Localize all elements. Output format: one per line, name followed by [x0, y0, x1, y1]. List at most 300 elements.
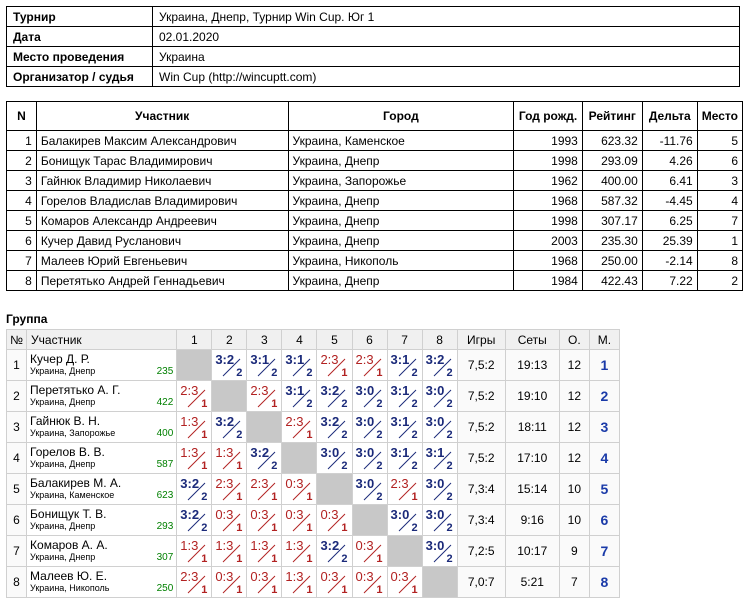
player-rating: 235: [156, 366, 174, 377]
match-points: 1: [201, 553, 208, 565]
match-score: 3:1: [425, 445, 445, 460]
match-cell: [282, 567, 317, 598]
cell-name: Перетятько Андрей Геннадьевич: [36, 271, 288, 291]
group-place: 5: [589, 474, 619, 505]
match-points: 2: [376, 429, 383, 441]
match-points: 2: [306, 367, 313, 379]
match-score: 1:3: [180, 445, 199, 460]
match-cell: [352, 443, 387, 474]
info-value: Украина: [153, 47, 740, 67]
cell-year: 1998: [514, 211, 583, 231]
match-points: 1: [271, 522, 278, 534]
match-cell: [317, 443, 352, 474]
group-row-number: 3: [7, 412, 27, 443]
match-score: 3:2: [180, 507, 200, 522]
match-points: 2: [411, 398, 418, 410]
group-sets: 19:10: [505, 381, 559, 412]
cell-n: 2: [7, 151, 37, 171]
group-row-number: 2: [7, 381, 27, 412]
match-cell: [212, 567, 247, 598]
match-score: 1:3: [215, 538, 234, 553]
cell-delta: 4.26: [642, 151, 697, 171]
group-place: 2: [589, 381, 619, 412]
player-cell: [27, 536, 177, 567]
cell-delta: -2.14: [642, 251, 697, 271]
participants-table: [6, 101, 743, 291]
cell-delta: 25.39: [642, 231, 697, 251]
participants-header-row: [7, 102, 743, 131]
match-points: 1: [236, 553, 243, 565]
cell-name: Бонищук Тарас Владимирович: [36, 151, 288, 171]
info-key: Место проведения: [7, 47, 153, 67]
group-sets: 15:14: [505, 474, 559, 505]
match-score: 3:1: [390, 414, 410, 429]
match-score: 0:3: [250, 569, 269, 584]
match-score: 0:3: [320, 569, 339, 584]
cell-delta: -4.45: [642, 191, 697, 211]
col-header-rating: Рейтинг: [582, 102, 642, 131]
group-games: 7,5:2: [457, 381, 505, 412]
player-name: Горелов В. В.: [30, 445, 105, 459]
diagonal-cell: [212, 381, 247, 412]
match-score: 3:0: [355, 445, 375, 460]
match-cell: [422, 412, 457, 443]
table-row: [7, 231, 743, 251]
player-cell: [27, 474, 177, 505]
player-cell: [27, 381, 177, 412]
match-score: 2:3: [355, 352, 374, 367]
diagonal-cell: [247, 412, 282, 443]
match-score: 2:3: [180, 383, 199, 398]
group-title: Группа: [6, 312, 48, 326]
match-score: 3:0: [425, 507, 445, 522]
match-score: 3:2: [215, 352, 235, 367]
cell-n: 4: [7, 191, 37, 211]
match-cell: [317, 381, 352, 412]
match-points: 1: [236, 491, 243, 503]
match-cell: [387, 567, 422, 598]
cell-place: 1: [697, 231, 742, 251]
player-city: Украина, Днепр: [30, 521, 96, 531]
match-cell: [387, 505, 422, 536]
diagonal-cell: [317, 474, 352, 505]
match-cell: [212, 350, 247, 381]
info-row: [7, 27, 740, 47]
match-cell: [282, 536, 317, 567]
match-score: 3:2: [320, 383, 340, 398]
cell-delta: 6.41: [642, 171, 697, 191]
match-score: 3:0: [425, 476, 445, 491]
col-header-year: Год рожд.: [514, 102, 583, 131]
player-sub: [30, 521, 173, 532]
group-col-name: Участник: [27, 330, 177, 350]
match-points: 1: [341, 584, 348, 596]
group-col-place: М.: [589, 330, 619, 350]
match-points: 1: [271, 491, 278, 503]
match-score: 3:1: [285, 383, 305, 398]
group-sets: 19:13: [505, 350, 559, 381]
cell-rating: 293.09: [582, 151, 642, 171]
match-points: 1: [201, 584, 208, 596]
match-cell: [282, 350, 317, 381]
cell-delta: -11.76: [642, 131, 697, 151]
match-points: 1: [376, 553, 383, 565]
match-cell: [352, 381, 387, 412]
player-rating: 307: [156, 552, 174, 563]
player-cell: [27, 443, 177, 474]
col-header-delta: Дельта: [642, 102, 697, 131]
player-city: Украина, Днепр: [30, 397, 96, 407]
cell-city: Украина, Никополь: [288, 251, 514, 271]
player-rating: 250: [156, 583, 174, 594]
group-col-sets: Сеты: [505, 330, 559, 350]
group-row: [7, 474, 620, 505]
match-points: 1: [306, 553, 313, 565]
match-score: 0:3: [285, 507, 304, 522]
player-cell: [27, 567, 177, 598]
tournament-info-table: [6, 6, 740, 87]
match-score: 3:2: [250, 445, 270, 460]
info-key: Организатор / судья: [7, 67, 153, 87]
match-points: 2: [446, 398, 453, 410]
match-score: 0:3: [390, 569, 409, 584]
match-cell: [247, 381, 282, 412]
info-key: Дата: [7, 27, 153, 47]
match-cell: [387, 443, 422, 474]
match-points: 2: [306, 398, 313, 410]
match-score: 3:0: [390, 507, 410, 522]
cell-name: Гайнюк Владимир Николаевич: [36, 171, 288, 191]
group-col-8: 8: [422, 330, 457, 350]
match-cell: [177, 536, 212, 567]
match-score: 3:2: [320, 414, 340, 429]
player-name: Перетятько А. Г.: [30, 383, 121, 397]
match-score: 0:3: [215, 507, 234, 522]
match-points: 2: [341, 553, 348, 565]
cell-n: 3: [7, 171, 37, 191]
match-cell: [352, 474, 387, 505]
info-value: Win Cup (http://wincuptt.com): [153, 67, 740, 87]
match-score: 1:3: [215, 445, 234, 460]
match-cell: [422, 443, 457, 474]
group-row: [7, 443, 620, 474]
match-cell: [247, 474, 282, 505]
match-points: 2: [236, 367, 243, 379]
diagonal-cell: [422, 567, 457, 598]
group-row-number: 5: [7, 474, 27, 505]
player-city: Украина, Днепр: [30, 552, 96, 562]
cell-n: 8: [7, 271, 37, 291]
info-key: Турнир: [7, 7, 153, 27]
cell-name: Горелов Владислав Владимирович: [36, 191, 288, 211]
match-cell: [422, 381, 457, 412]
player-city: Украина, Днепр: [30, 459, 96, 469]
match-points: 1: [201, 460, 208, 472]
group-sets: 9:16: [505, 505, 559, 536]
match-points: 2: [201, 491, 208, 503]
group-row: [7, 567, 620, 598]
match-score: 2:3: [320, 352, 339, 367]
group-row: [7, 412, 620, 443]
match-score: 3:1: [250, 352, 270, 367]
table-row: [7, 211, 743, 231]
group-col-points: О.: [559, 330, 589, 350]
cell-n: 1: [7, 131, 37, 151]
group-place: 1: [589, 350, 619, 381]
table-row: [7, 151, 743, 171]
match-cell: [247, 567, 282, 598]
player-name: Кучер Д. Р.: [30, 352, 90, 366]
match-score: 3:0: [425, 538, 445, 553]
player-rating: 587: [156, 459, 174, 470]
cell-city: Украина, Запорожье: [288, 171, 514, 191]
group-col-6: 6: [352, 330, 387, 350]
match-points: 1: [411, 584, 418, 596]
group-row-number: 1: [7, 350, 27, 381]
group-points: 10: [559, 505, 589, 536]
match-score: 2:3: [215, 476, 234, 491]
player-name: Балакирев М. А.: [30, 476, 122, 490]
cell-name: Кучер Давид Русланович: [36, 231, 288, 251]
match-points: 1: [271, 398, 278, 410]
player-cell: [27, 505, 177, 536]
group-row-number: 7: [7, 536, 27, 567]
cell-name: Малеев Юрий Евгеньевич: [36, 251, 288, 271]
match-points: 2: [446, 491, 453, 503]
match-cell: [212, 505, 247, 536]
match-cell: [387, 474, 422, 505]
player-city: Украина, Каменское: [30, 490, 115, 500]
player-cell: [27, 412, 177, 443]
col-header-n: N: [7, 102, 37, 131]
group-row-number: 4: [7, 443, 27, 474]
diagonal-cell: [177, 350, 212, 381]
match-points: 1: [236, 584, 243, 596]
col-header-place: Место: [697, 102, 742, 131]
match-cell: [177, 412, 212, 443]
match-score: 2:3: [250, 476, 269, 491]
player-sub: [30, 428, 173, 439]
group-games: 7,0:7: [457, 567, 505, 598]
match-score: 0:3: [355, 569, 374, 584]
group-row-number: 6: [7, 505, 27, 536]
match-points: 2: [411, 367, 418, 379]
group-col-n: №: [7, 330, 27, 350]
match-score: 3:0: [425, 414, 445, 429]
match-points: 2: [411, 429, 418, 441]
player-rating: 293: [156, 521, 174, 532]
group-place: 4: [589, 443, 619, 474]
cell-city: Украина, Днепр: [288, 151, 514, 171]
table-row: [7, 171, 743, 191]
match-points: 2: [201, 522, 208, 534]
group-place: 3: [589, 412, 619, 443]
match-points: 1: [236, 460, 243, 472]
match-score: 3:1: [390, 445, 410, 460]
match-score: 0:3: [355, 538, 374, 553]
match-cell: [282, 505, 317, 536]
match-cell: [352, 412, 387, 443]
player-name: Бонищук Т. В.: [30, 507, 107, 521]
cell-year: 1968: [514, 251, 583, 271]
match-points: 1: [341, 367, 348, 379]
group-points: 10: [559, 474, 589, 505]
group-col-2: 2: [212, 330, 247, 350]
info-value: Украина, Днепр, Турнир Win Cup. Юг 1: [153, 7, 740, 27]
match-score: 3:0: [355, 476, 375, 491]
match-cell: [422, 536, 457, 567]
group-col-4: 4: [282, 330, 317, 350]
match-cell: [212, 474, 247, 505]
match-cell: [422, 474, 457, 505]
col-header-city: Город: [288, 102, 514, 131]
match-score: 0:3: [250, 507, 269, 522]
match-points: 2: [411, 522, 418, 534]
group-games: 7,5:2: [457, 412, 505, 443]
cell-place: 2: [697, 271, 742, 291]
match-cell: [317, 412, 352, 443]
match-points: 1: [201, 429, 208, 441]
group-points: 9: [559, 536, 589, 567]
group-col-1: 1: [177, 330, 212, 350]
match-score: 2:3: [250, 383, 269, 398]
group-row: [7, 536, 620, 567]
match-points: 1: [306, 584, 313, 596]
match-points: 2: [446, 460, 453, 472]
table-row: [7, 271, 743, 291]
group-games: 7,2:5: [457, 536, 505, 567]
group-points: 12: [559, 350, 589, 381]
info-row: [7, 67, 740, 87]
cell-place: 8: [697, 251, 742, 271]
match-points: 2: [271, 367, 278, 379]
match-score: 0:3: [320, 507, 339, 522]
group-col-7: 7: [387, 330, 422, 350]
match-score: 3:1: [390, 383, 410, 398]
match-points: 2: [446, 522, 453, 534]
match-points: 2: [376, 460, 383, 472]
group-points: 7: [559, 567, 589, 598]
match-cell: [177, 443, 212, 474]
match-points: 2: [236, 429, 243, 441]
table-row: [7, 131, 743, 151]
group-place: 6: [589, 505, 619, 536]
match-score: 3:0: [355, 383, 375, 398]
match-score: 3:0: [355, 414, 375, 429]
player-cell: [27, 350, 177, 381]
group-row: [7, 381, 620, 412]
player-sub: [30, 459, 173, 470]
group-results-table: [6, 329, 620, 598]
player-rating: 422: [156, 397, 174, 408]
player-sub: [30, 583, 173, 594]
match-points: 1: [306, 429, 313, 441]
match-points: 2: [446, 367, 453, 379]
match-cell: [212, 536, 247, 567]
match-cell: [352, 567, 387, 598]
match-score: 0:3: [215, 569, 234, 584]
group-games: 7,3:4: [457, 505, 505, 536]
match-cell: [282, 412, 317, 443]
cell-rating: 422.43: [582, 271, 642, 291]
player-city: Украина, Запорожье: [30, 428, 116, 438]
player-city: Украина, Никополь: [30, 583, 110, 593]
info-value: 02.01.2020: [153, 27, 740, 47]
group-games: 7,5:2: [457, 443, 505, 474]
match-score: 2:3: [180, 569, 199, 584]
match-points: 2: [411, 460, 418, 472]
col-header-name: Участник: [36, 102, 288, 131]
player-rating: 400: [156, 428, 174, 439]
cell-year: 1984: [514, 271, 583, 291]
cell-year: 1998: [514, 151, 583, 171]
cell-rating: 623.32: [582, 131, 642, 151]
info-row: [7, 47, 740, 67]
group-sets: 5:21: [505, 567, 559, 598]
player-name: Гайнюк В. Н.: [30, 414, 101, 428]
group-games: 7,5:2: [457, 350, 505, 381]
diagonal-cell: [387, 536, 422, 567]
cell-delta: 7.22: [642, 271, 697, 291]
match-score: 1:3: [285, 538, 304, 553]
cell-n: 7: [7, 251, 37, 271]
cell-year: 1968: [514, 191, 583, 211]
cell-n: 6: [7, 231, 37, 251]
cell-rating: 400.00: [582, 171, 642, 191]
group-games: 7,3:4: [457, 474, 505, 505]
match-score: 3:2: [215, 414, 235, 429]
match-points: 1: [411, 491, 418, 503]
match-score: 3:1: [285, 352, 305, 367]
player-name: Малеев Ю. Е.: [30, 569, 108, 583]
cell-n: 5: [7, 211, 37, 231]
match-points: 1: [306, 491, 313, 503]
match-cell: [317, 350, 352, 381]
match-cell: [247, 350, 282, 381]
cell-city: Украина, Днепр: [288, 191, 514, 211]
cell-place: 6: [697, 151, 742, 171]
match-points: 2: [446, 429, 453, 441]
player-sub: [30, 490, 173, 501]
cell-city: Украина, Каменское: [288, 131, 514, 151]
group-points: 12: [559, 443, 589, 474]
player-city: Украина, Днепр: [30, 366, 96, 376]
match-points: 2: [341, 398, 348, 410]
match-cell: [352, 350, 387, 381]
cell-city: Украина, Днепр: [288, 271, 514, 291]
group-points: 12: [559, 381, 589, 412]
diagonal-cell: [282, 443, 317, 474]
match-cell: [352, 536, 387, 567]
cell-year: 1993: [514, 131, 583, 151]
group-sets: 10:17: [505, 536, 559, 567]
cell-rating: 235.30: [582, 231, 642, 251]
match-points: 1: [201, 398, 208, 410]
match-cell: [212, 443, 247, 474]
match-points: 1: [271, 584, 278, 596]
cell-year: 1962: [514, 171, 583, 191]
match-cell: [177, 505, 212, 536]
player-sub: [30, 397, 173, 408]
match-cell: [317, 505, 352, 536]
match-score: 2:3: [285, 414, 304, 429]
cell-name: Балакирев Максим Александрович: [36, 131, 288, 151]
match-cell: [247, 443, 282, 474]
match-points: 1: [376, 584, 383, 596]
match-cell: [317, 536, 352, 567]
cell-rating: 250.00: [582, 251, 642, 271]
player-sub: [30, 552, 173, 563]
